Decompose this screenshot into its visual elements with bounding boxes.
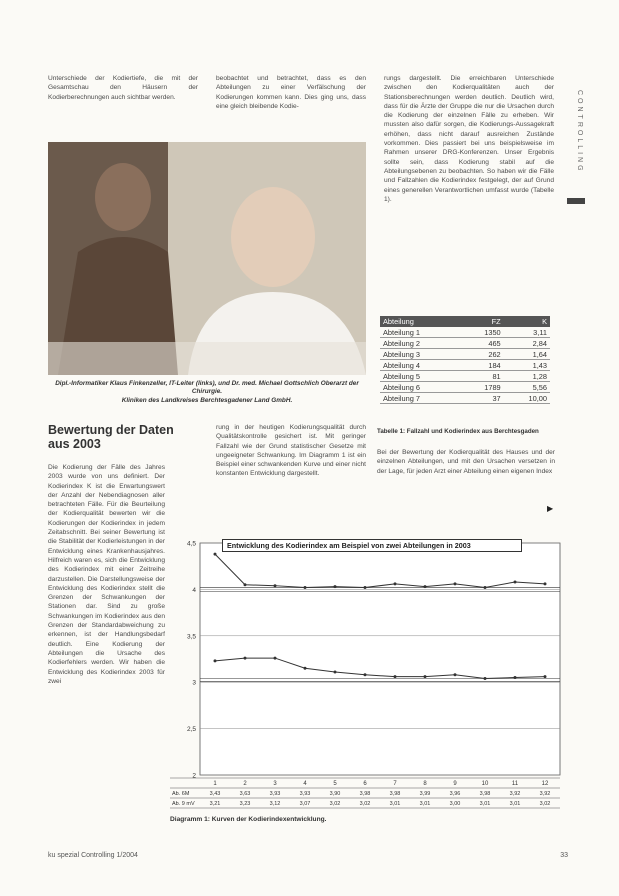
data-point: [424, 675, 427, 678]
data-table-cell: 3,92: [539, 791, 551, 797]
data-table-cell: 3,90: [329, 791, 341, 797]
table-1-caption: Tabelle 1: Fallzahl und Kodierindex aus Berchtesgaden: [377, 428, 539, 435]
data-table-cell: 3,00: [449, 801, 461, 807]
y-tick-label: 3: [192, 679, 196, 687]
table-header-cell: Abteilung: [380, 316, 461, 327]
x-tick-label: 9: [453, 781, 457, 787]
top-column-1: Unterschiede der Kodiertiefe, die mit der Gesamtschau den Häusern der Kodierberechnungen auch sichtbar werden.: [48, 75, 198, 101]
x-tick-label: 7: [393, 781, 397, 787]
data-point: [334, 670, 337, 673]
table-header-cell: FZ: [461, 316, 503, 327]
x-tick-label: 2: [243, 781, 247, 787]
y-tick-label: 2: [192, 772, 196, 780]
photo-caption-line-1: Dipl.-Informatiker Klaus Finkenzeller, IT-Leiter (links), und Dr. med. Michael Gottschlich Oberarzt der Chirurgie.: [55, 380, 359, 396]
data-table-cell: 3,23: [239, 801, 251, 807]
data-table-cell: 3,01: [419, 801, 431, 807]
data-table-cell: 3,02: [539, 801, 551, 807]
data-point: [274, 657, 277, 660]
data-table-cell: 3,12: [269, 801, 281, 807]
table-row: [380, 349, 550, 360]
data-point: [394, 582, 397, 585]
data-table-cell: 3,99: [419, 791, 431, 797]
data-point: [334, 585, 337, 588]
data-table-cell: 3,98: [479, 791, 491, 797]
table-cell: 465: [461, 338, 503, 349]
data-table-cell: 3,02: [359, 801, 371, 807]
data-table-cell: 3,96: [449, 791, 461, 797]
table-cell: Abteilung 1: [380, 327, 461, 338]
table-cell: 2,84: [504, 338, 550, 349]
table-cell: Abteilung 5: [380, 371, 461, 382]
top-column-3: rungs dargestellt. Die erreichbaren Unterschiede zwischen den Kodierqualitäten auch der Stationsberechnungen werden deutlich. Deutlich wird, dass für die Ärzte der Gruppe die nur die Ursachen durch die Kodierung der einzelnen Fälle zu erheben. Wir mussten also dafür sorgen, die Kodierungs-Aussagekraft erhöhen, dass nicht darauf ausreichen Zustände vorkommen. Dies passiert bei uns beispielsweise im Rahmen unserer DRG-Konferenzen. Unser Ergebnis sollte sein, dass Kodierung stabil auf die Abteilungsebenen zu beobachten. So haben wir die Fälle und Fallzahlen die Kodierindex festgelegt, der auf Grund eines generellen Verantwortlichen umfasst wurde (Tabelle 1).: [384, 75, 554, 203]
table-cell: Abteilung 6: [380, 382, 461, 393]
x-tick-label: 8: [423, 781, 427, 787]
x-tick-label: 1: [213, 781, 217, 787]
table-header-row: [380, 316, 550, 327]
data-table-cell: 3,92: [509, 791, 521, 797]
x-tick-label: 5: [333, 781, 337, 787]
data-table-cell: 3,93: [269, 791, 281, 797]
data-point: [214, 553, 217, 556]
table-cell: 81: [461, 371, 503, 382]
top-column-2: beobachtet und betrachtet, dass es den Abteilungen zu einer Verfälschung der Kodierungen kommen kann. Dies ging uns, dass eine gleich bleibende Kodie-: [216, 75, 366, 110]
table-row: [380, 382, 550, 393]
chart-title: Entwicklung des Kodierindex am Beispiel von zwei Abteilungen in 2003: [222, 539, 522, 552]
table-cell: Abteilung 7: [380, 393, 461, 404]
data-point: [454, 582, 457, 585]
data-table-cell: 3,98: [389, 791, 401, 797]
data-point: [244, 657, 247, 660]
sidebar-section-label: CONTROLLING: [576, 90, 583, 174]
table-cell: 262: [461, 349, 503, 360]
data-point: [214, 659, 217, 662]
data-table-cell: 3,98: [359, 791, 371, 797]
body-column-3: Bei der Bewertung der Kodierqualität des Hauses und der einzelnen Abteilungen, und mit den Ursachen versetzen in der Lage, für jeden Arzt einer Abteilung einen eigenen Index: [377, 449, 555, 475]
chart-container: [170, 535, 570, 815]
table-cell: Abteilung 2: [380, 338, 461, 349]
footer-publication: ku spezial Controlling 1/2004: [48, 852, 138, 859]
legend-label: Ab. 6M: [172, 791, 190, 797]
data-point: [304, 586, 307, 589]
data-point: [484, 586, 487, 589]
x-tick-label: 4: [303, 781, 307, 787]
data-point: [364, 673, 367, 676]
x-tick-label: 3: [273, 781, 277, 787]
table-cell: 1,64: [504, 349, 550, 360]
data-point: [544, 675, 547, 678]
table-cell: 1789: [461, 382, 503, 393]
y-tick-label: 4: [192, 586, 196, 594]
data-point: [274, 584, 277, 587]
data-point: [454, 673, 457, 676]
data-point: [244, 583, 247, 586]
x-tick-label: 10: [481, 781, 489, 787]
data-point: [304, 667, 307, 670]
photo-caption-line-2: Kliniken des Landkreises Berchtesgadener Land GmbH.: [121, 396, 293, 404]
table-row: [380, 360, 550, 371]
data-table-cell: 3,01: [479, 801, 491, 807]
data-point: [514, 580, 517, 583]
data-point: [424, 585, 427, 588]
chart-caption: Diagramm 1: Kurven der Kodierindexentwicklung.: [170, 816, 327, 823]
plot-area: [200, 543, 560, 775]
x-tick-label: 6: [363, 781, 367, 787]
table-cell: 3,11: [504, 327, 550, 338]
data-table-cell: 3,07: [299, 801, 311, 807]
data-table-cell: 3,01: [509, 801, 521, 807]
portrait-photo: [48, 142, 366, 375]
line-chart: [170, 535, 570, 815]
table-row: [380, 371, 550, 382]
table-cell: 10,00: [504, 393, 550, 404]
data-point: [514, 676, 517, 679]
table-cell: 1,43: [504, 360, 550, 371]
sidebar-marker: [567, 198, 585, 204]
table-row: [380, 393, 550, 404]
data-table-cell: 3,02: [329, 801, 341, 807]
data-table-cell: 3,43: [209, 791, 221, 797]
continue-arrow-icon: ▶: [547, 504, 554, 513]
table-cell: Abteilung 4: [380, 360, 461, 371]
data-point: [544, 582, 547, 585]
data-point: [364, 586, 367, 589]
y-tick-label: 3,5: [186, 633, 196, 641]
data-table-cell: 3,01: [389, 801, 401, 807]
data-table-cell: 3,21: [209, 801, 221, 807]
y-tick-label: 4,5: [186, 540, 196, 548]
table-cell: Abteilung 3: [380, 349, 461, 360]
section-heading: Bewertung der Daten aus 2003: [48, 423, 174, 451]
table-1: [380, 316, 550, 404]
page-number: 33: [560, 852, 568, 859]
data-point: [484, 677, 487, 680]
table-cell: 37: [461, 393, 503, 404]
data-table-cell: 3,63: [239, 791, 251, 797]
table-row: [380, 338, 550, 349]
body-column-2: rung in der heutigen Kodierungsqualität durch Qualitätskontrolle gesichert ist. Mit geringer Fallzahl wie der Grund statistischer Gesetze mit ungeeigneter Schwankung. Im Diagramm 1 ist ein Beispiel einer schwankenden Kurve und einer nicht konstanten Entwicklung dargestellt.: [216, 424, 366, 478]
legend-label: Ab. 9 mV: [172, 801, 195, 807]
x-tick-label: 12: [541, 781, 549, 787]
table-cell: 184: [461, 360, 503, 371]
photo-caption: [48, 380, 366, 405]
data-table-cell: 3,93: [299, 791, 311, 797]
page-footer: [48, 852, 568, 864]
y-tick-label: 2,5: [186, 726, 196, 734]
table-cell: 1350: [461, 327, 503, 338]
table-cell: 5,56: [504, 382, 550, 393]
table-cell: 1,28: [504, 371, 550, 382]
data-point: [394, 675, 397, 678]
portrait-photo-illustration: [48, 142, 366, 375]
table-header-cell: K: [504, 316, 550, 327]
body-column-1: Die Kodierung der Fälle des Jahres 2003 wurde von uns definiert. Der Kodierindex K ist die Erwartungswert der Anzahl der Nebendiagnosen aller betrachteten Fälle. Für die Beurteilung der Kodierqualität bewerten wir die Kodierungen der Kodierindex in jedem Zeitabschnitt. Bei seiner Bewertung ist die Stabilität der Kodierleistungen in der Entwicklung eines Krankenhausjahres. Hilfreich waren es, sich die Entwicklung des Kodierindex mit einer Zeitreihe darzustellen. Die Darstellungsweise der Entwicklung des Kodierindex stellt die Grenzen der Schwankungen der Stationen dar. Sind zu große Schwankungen im Kodierindex aus den Grenzen der Standardabweichung zu erkennen, ist der Handlungsbedarf deutlich. Eine Kodierung der Abteilungen die Ursache des Kodierfehlers werden. Wir haben die Entwicklung des Kodierindex 2003 für zwei: [48, 464, 165, 685]
x-tick-label: 11: [511, 781, 519, 787]
table-row: [380, 327, 550, 338]
